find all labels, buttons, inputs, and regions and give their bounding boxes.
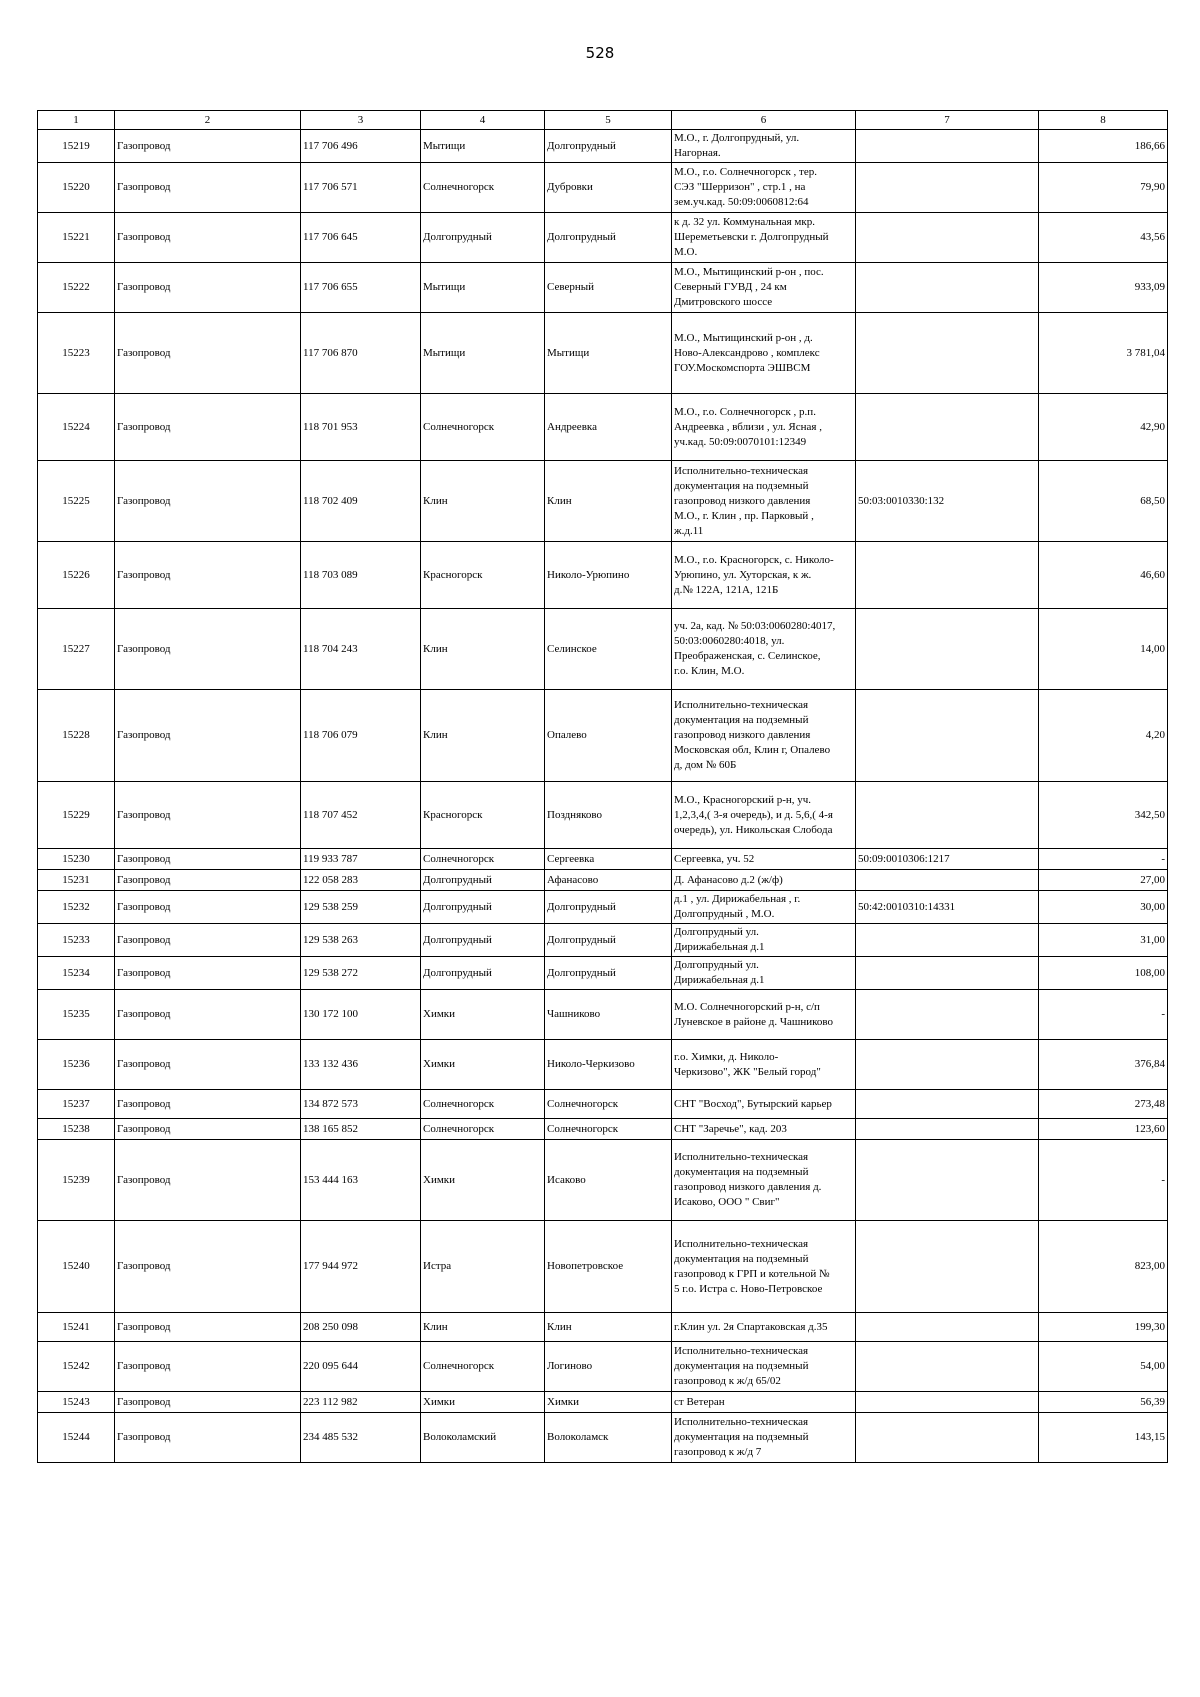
cadastral-number-cell — [856, 870, 1039, 891]
inventory-code-cell: 118 701 953 — [301, 394, 421, 461]
row-number-cell: 15242 — [38, 1342, 115, 1392]
object-type-cell: Газопровод — [115, 1413, 301, 1463]
header-row — [38, 111, 1168, 130]
district-cell: Долгопрудный — [421, 870, 545, 891]
row-number-cell: 15219 — [38, 130, 115, 163]
address-cell: Д. Афанасово д.2 (ж/ф) — [672, 870, 856, 891]
object-type-cell: Газопровод — [115, 1140, 301, 1221]
inventory-code-cell: 118 703 089 — [301, 542, 421, 609]
inventory-code-cell: 119 933 787 — [301, 849, 421, 870]
address-cell: М.О., г.о. Солнечногорск , тер. СЭЗ "Шерризон" , стр.1 , на зем.уч.кад. 50:09:0060812:64 — [672, 163, 856, 213]
value-cell: 27,00 — [1039, 870, 1168, 891]
object-type-cell: Газопровод — [115, 263, 301, 313]
inventory-code-cell: 117 706 496 — [301, 130, 421, 163]
district-cell: Солнечногорск — [421, 394, 545, 461]
locality-cell: Селинское — [545, 609, 672, 690]
locality-cell: Клин — [545, 461, 672, 542]
value-cell: 3 781,04 — [1039, 313, 1168, 394]
object-type-cell: Газопровод — [115, 957, 301, 990]
value-cell: 79,90 — [1039, 163, 1168, 213]
address-cell: М.О., Мытищинский р-он , пос. Северный ГУВД , 24 км Дмитровского шоссе — [672, 263, 856, 313]
locality-cell: Поздняково — [545, 782, 672, 849]
row-number-cell: 15234 — [38, 957, 115, 990]
table-row — [38, 163, 1168, 213]
cadastral-number-cell: 50:42:0010310:14331 — [856, 891, 1039, 924]
district-cell: Истра — [421, 1221, 545, 1313]
row-number-cell: 15244 — [38, 1413, 115, 1463]
object-type-cell: Газопровод — [115, 849, 301, 870]
inventory-code-cell: 117 706 645 — [301, 213, 421, 263]
object-type-cell: Газопровод — [115, 542, 301, 609]
column-header: 1 — [38, 111, 115, 130]
object-type-cell: Газопровод — [115, 394, 301, 461]
column-header: 7 — [856, 111, 1039, 130]
locality-cell: Долгопрудный — [545, 891, 672, 924]
district-cell: Мытищи — [421, 313, 545, 394]
cadastral-number-cell — [856, 1119, 1039, 1140]
address-cell: СНТ "Восход", Бутырский карьер — [672, 1090, 856, 1119]
locality-cell: Долгопрудный — [545, 957, 672, 990]
value-cell: - — [1039, 990, 1168, 1040]
table-row — [38, 849, 1168, 870]
row-number-cell: 15225 — [38, 461, 115, 542]
row-number-cell: 15240 — [38, 1221, 115, 1313]
column-header: 8 — [1039, 111, 1168, 130]
table-row — [38, 394, 1168, 461]
cadastral-number-cell — [856, 394, 1039, 461]
table-row — [38, 690, 1168, 782]
table-row — [38, 213, 1168, 263]
value-cell: 933,09 — [1039, 263, 1168, 313]
row-number-cell: 15232 — [38, 891, 115, 924]
row-number-cell: 15220 — [38, 163, 115, 213]
district-cell: Волоколамский — [421, 1413, 545, 1463]
address-cell: Исполнительно-техническая документация на подземный газопровод к ж/д 65/02 — [672, 1342, 856, 1392]
table-row — [38, 1413, 1168, 1463]
locality-cell: Николо-Урюпино — [545, 542, 672, 609]
value-cell: - — [1039, 1140, 1168, 1221]
table-row — [38, 130, 1168, 163]
district-cell: Солнечногорск — [421, 1342, 545, 1392]
cadastral-number-cell — [856, 609, 1039, 690]
value-cell: 31,00 — [1039, 924, 1168, 957]
table-row — [38, 782, 1168, 849]
value-cell: - — [1039, 849, 1168, 870]
address-cell: Исполнительно-техническая документация на подземный газопровод низкого давления Московская обл, Клин г, Опалево д, дом № 60Б — [672, 690, 856, 782]
row-number-cell: 15228 — [38, 690, 115, 782]
inventory-code-cell: 129 538 263 — [301, 924, 421, 957]
inventory-code-cell: 234 485 532 — [301, 1413, 421, 1463]
address-cell: г.о. Химки, д. Николо- Черкизово", ЖК "Белый город" — [672, 1040, 856, 1090]
row-number-cell: 15229 — [38, 782, 115, 849]
address-cell: Сергеевка, уч. 52 — [672, 849, 856, 870]
address-cell: М.О. Солнечногорский р-н, с/п Луневское в районе д. Чашниково — [672, 990, 856, 1040]
row-number-cell: 15223 — [38, 313, 115, 394]
district-cell: Химки — [421, 1392, 545, 1413]
value-cell: 199,30 — [1039, 1313, 1168, 1342]
inventory-code-cell: 118 707 452 — [301, 782, 421, 849]
district-cell: Клин — [421, 690, 545, 782]
locality-cell: Сергеевка — [545, 849, 672, 870]
cadastral-number-cell — [856, 957, 1039, 990]
registry-table — [37, 110, 1168, 1463]
locality-cell: Логиново — [545, 1342, 672, 1392]
value-cell: 54,00 — [1039, 1342, 1168, 1392]
table-row — [38, 891, 1168, 924]
row-number-cell: 15238 — [38, 1119, 115, 1140]
cadastral-number-cell — [856, 690, 1039, 782]
cadastral-number-cell — [856, 1313, 1039, 1342]
value-cell: 376,84 — [1039, 1040, 1168, 1090]
inventory-code-cell: 134 872 573 — [301, 1090, 421, 1119]
district-cell: Долгопрудный — [421, 891, 545, 924]
value-cell: 68,50 — [1039, 461, 1168, 542]
locality-cell: Северный — [545, 263, 672, 313]
inventory-code-cell: 118 702 409 — [301, 461, 421, 542]
address-cell: Исполнительно-техническая документация на подземный газопровод низкого давления М.О., г. Клин , пр. Парковый , ж.д.11 — [672, 461, 856, 542]
object-type-cell: Газопровод — [115, 891, 301, 924]
inventory-code-cell: 118 704 243 — [301, 609, 421, 690]
row-number-cell: 15237 — [38, 1090, 115, 1119]
object-type-cell: Газопровод — [115, 461, 301, 542]
locality-cell: Новопетровское — [545, 1221, 672, 1313]
locality-cell: Волоколамск — [545, 1413, 672, 1463]
inventory-code-cell: 122 058 283 — [301, 870, 421, 891]
row-number-cell: 15239 — [38, 1140, 115, 1221]
district-cell: Мытищи — [421, 263, 545, 313]
row-number-cell: 15236 — [38, 1040, 115, 1090]
address-cell: М.О., г.о. Красногорск, с. Николо- Урюпино, ул. Хуторская, к ж. д.№ 122А, 121А, 121Б — [672, 542, 856, 609]
table-body — [38, 130, 1168, 1463]
address-cell: Исполнительно-техническая документация на подземный газопровод к ГРП и котельной № 5 г.о. Истра с. Ново-Петровское — [672, 1221, 856, 1313]
value-cell: 143,15 — [1039, 1413, 1168, 1463]
row-number-cell: 15231 — [38, 870, 115, 891]
cadastral-number-cell — [856, 1342, 1039, 1392]
cadastral-number-cell — [856, 1413, 1039, 1463]
table-row — [38, 1313, 1168, 1342]
table-row — [38, 1090, 1168, 1119]
district-cell: Клин — [421, 461, 545, 542]
address-cell: Долгопрудный ул. Дирижабельная д.1 — [672, 924, 856, 957]
inventory-code-cell: 129 538 272 — [301, 957, 421, 990]
object-type-cell: Газопровод — [115, 1119, 301, 1140]
address-cell: М.О., г.о. Солнечногорск , р.п. Андреевка , вблизи , ул. Ясная , уч.кад. 50:09:0070101:12349 — [672, 394, 856, 461]
table-row — [38, 924, 1168, 957]
row-number-cell: 15224 — [38, 394, 115, 461]
column-header: 6 — [672, 111, 856, 130]
table-row — [38, 1221, 1168, 1313]
inventory-code-cell: 130 172 100 — [301, 990, 421, 1040]
row-number-cell: 15222 — [38, 263, 115, 313]
object-type-cell: Газопровод — [115, 870, 301, 891]
locality-cell: Николо-Черкизово — [545, 1040, 672, 1090]
table-row — [38, 263, 1168, 313]
value-cell: 56,39 — [1039, 1392, 1168, 1413]
column-header: 5 — [545, 111, 672, 130]
inventory-code-cell: 220 095 644 — [301, 1342, 421, 1392]
table-row — [38, 1342, 1168, 1392]
table-row — [38, 609, 1168, 690]
value-cell: 30,00 — [1039, 891, 1168, 924]
cadastral-number-cell — [856, 263, 1039, 313]
inventory-code-cell: 177 944 972 — [301, 1221, 421, 1313]
inventory-code-cell: 117 706 655 — [301, 263, 421, 313]
locality-cell: Исаково — [545, 1140, 672, 1221]
address-cell: М.О., Красногорский р-н, уч. 1,2,3,4,( 3-я очередь), и д. 5,6,( 4-я очередь), ул. Никольская Слобода — [672, 782, 856, 849]
inventory-code-cell: 153 444 163 — [301, 1140, 421, 1221]
address-cell: ст Ветеран — [672, 1392, 856, 1413]
row-number-cell: 15241 — [38, 1313, 115, 1342]
value-cell: 186,66 — [1039, 130, 1168, 163]
table-row — [38, 990, 1168, 1040]
district-cell: Солнечногорск — [421, 1119, 545, 1140]
locality-cell: Долгопрудный — [545, 924, 672, 957]
cadastral-number-cell: 50:09:0010306:1217 — [856, 849, 1039, 870]
inventory-code-cell: 117 706 571 — [301, 163, 421, 213]
value-cell: 4,20 — [1039, 690, 1168, 782]
cadastral-number-cell — [856, 924, 1039, 957]
row-number-cell: 15226 — [38, 542, 115, 609]
value-cell: 43,56 — [1039, 213, 1168, 263]
district-cell: Солнечногорск — [421, 163, 545, 213]
object-type-cell: Газопровод — [115, 313, 301, 394]
row-number-cell: 15230 — [38, 849, 115, 870]
object-type-cell: Газопровод — [115, 163, 301, 213]
table-row — [38, 542, 1168, 609]
cadastral-number-cell — [856, 213, 1039, 263]
address-cell: Долгопрудный ул. Дирижабельная д.1 — [672, 957, 856, 990]
object-type-cell: Газопровод — [115, 1090, 301, 1119]
cadastral-number-cell — [856, 1221, 1039, 1313]
column-header: 2 — [115, 111, 301, 130]
cadastral-number-cell — [856, 130, 1039, 163]
object-type-cell: Газопровод — [115, 690, 301, 782]
district-cell: Химки — [421, 1140, 545, 1221]
value-cell: 108,00 — [1039, 957, 1168, 990]
cadastral-number-cell — [856, 990, 1039, 1040]
locality-cell: Долгопрудный — [545, 213, 672, 263]
inventory-code-cell: 117 706 870 — [301, 313, 421, 394]
address-cell: г.Клин ул. 2я Спартаковская д.35 — [672, 1313, 856, 1342]
cadastral-number-cell: 50:03:0010330:132 — [856, 461, 1039, 542]
value-cell: 46,60 — [1039, 542, 1168, 609]
district-cell: Химки — [421, 1040, 545, 1090]
cadastral-number-cell — [856, 782, 1039, 849]
table-row — [38, 1119, 1168, 1140]
address-cell: уч. 2а, кад. № 50:03:0060280:4017, 50:03:0060280:4018, ул. Преображенская, с. Селинское, г.о. Клин, М.О. — [672, 609, 856, 690]
value-cell: 342,50 — [1039, 782, 1168, 849]
locality-cell: Солнечногорск — [545, 1119, 672, 1140]
cadastral-number-cell — [856, 313, 1039, 394]
inventory-code-cell: 138 165 852 — [301, 1119, 421, 1140]
cadastral-number-cell — [856, 163, 1039, 213]
inventory-code-cell: 118 706 079 — [301, 690, 421, 782]
object-type-cell: Газопровод — [115, 609, 301, 690]
row-number-cell: 15227 — [38, 609, 115, 690]
inventory-code-cell: 208 250 098 — [301, 1313, 421, 1342]
address-cell: Исполнительно-техническая документация на подземный газопровод низкого давления д. Исаково, ООО " Свиг" — [672, 1140, 856, 1221]
object-type-cell: Газопровод — [115, 990, 301, 1040]
district-cell: Долгопрудный — [421, 213, 545, 263]
table-row — [38, 870, 1168, 891]
district-cell: Клин — [421, 609, 545, 690]
district-cell: Красногорск — [421, 542, 545, 609]
address-cell: М.О., г. Долгопрудный, ул. Нагорная. — [672, 130, 856, 163]
district-cell: Солнечногорск — [421, 1090, 545, 1119]
row-number-cell: 15235 — [38, 990, 115, 1040]
district-cell: Долгопрудный — [421, 924, 545, 957]
object-type-cell: Газопровод — [115, 1040, 301, 1090]
cadastral-number-cell — [856, 542, 1039, 609]
value-cell: 823,00 — [1039, 1221, 1168, 1313]
inventory-code-cell: 129 538 259 — [301, 891, 421, 924]
locality-cell: Дубровки — [545, 163, 672, 213]
row-number-cell: 15221 — [38, 213, 115, 263]
object-type-cell: Газопровод — [115, 1313, 301, 1342]
table-row — [38, 1140, 1168, 1221]
value-cell: 42,90 — [1039, 394, 1168, 461]
column-header: 4 — [421, 111, 545, 130]
row-number-cell: 15233 — [38, 924, 115, 957]
object-type-cell: Газопровод — [115, 1221, 301, 1313]
locality-cell: Афанасово — [545, 870, 672, 891]
address-cell: д.1 , ул. Дирижабельная , г. Долгопрудный , М.О. — [672, 891, 856, 924]
locality-cell: Клин — [545, 1313, 672, 1342]
locality-cell: Андреевка — [545, 394, 672, 461]
object-type-cell: Газопровод — [115, 782, 301, 849]
district-cell: Химки — [421, 990, 545, 1040]
address-cell: Исполнительно-техническая документация на подземный газопровод к ж/д 7 — [672, 1413, 856, 1463]
locality-cell: Солнечногорск — [545, 1090, 672, 1119]
column-header: 3 — [301, 111, 421, 130]
cadastral-number-cell — [856, 1392, 1039, 1413]
district-cell: Клин — [421, 1313, 545, 1342]
value-cell: 123,60 — [1039, 1119, 1168, 1140]
value-cell: 273,48 — [1039, 1090, 1168, 1119]
address-cell: к д. 32 ул. Коммунальная мкр. Шереметьевски г. Долгопрудный М.О. — [672, 213, 856, 263]
page-number: 528 — [585, 44, 615, 62]
locality-cell: Мытищи — [545, 313, 672, 394]
cadastral-number-cell — [856, 1040, 1039, 1090]
address-cell: СНТ "Заречье", кад. 203 — [672, 1119, 856, 1140]
object-type-cell: Газопровод — [115, 130, 301, 163]
row-number-cell: 15243 — [38, 1392, 115, 1413]
table-row — [38, 313, 1168, 394]
table-row — [38, 1040, 1168, 1090]
object-type-cell: Газопровод — [115, 924, 301, 957]
inventory-code-cell: 133 132 436 — [301, 1040, 421, 1090]
district-cell: Долгопрудный — [421, 957, 545, 990]
locality-cell: Чашниково — [545, 990, 672, 1040]
locality-cell: Химки — [545, 1392, 672, 1413]
value-cell: 14,00 — [1039, 609, 1168, 690]
table-row — [38, 461, 1168, 542]
object-type-cell: Газопровод — [115, 1342, 301, 1392]
district-cell: Солнечногорск — [421, 849, 545, 870]
district-cell: Красногорск — [421, 782, 545, 849]
district-cell: Мытищи — [421, 130, 545, 163]
locality-cell: Долгопрудный — [545, 130, 672, 163]
address-cell: М.О., Мытищинский р-он , д. Ново-Александрово , комплекс ГОУ.Москомспорта ЭШВСМ — [672, 313, 856, 394]
object-type-cell: Газопровод — [115, 1392, 301, 1413]
table-row — [38, 1392, 1168, 1413]
inventory-code-cell: 223 112 982 — [301, 1392, 421, 1413]
table-row — [38, 957, 1168, 990]
cadastral-number-cell — [856, 1140, 1039, 1221]
cadastral-number-cell — [856, 1090, 1039, 1119]
object-type-cell: Газопровод — [115, 213, 301, 263]
locality-cell: Опалево — [545, 690, 672, 782]
